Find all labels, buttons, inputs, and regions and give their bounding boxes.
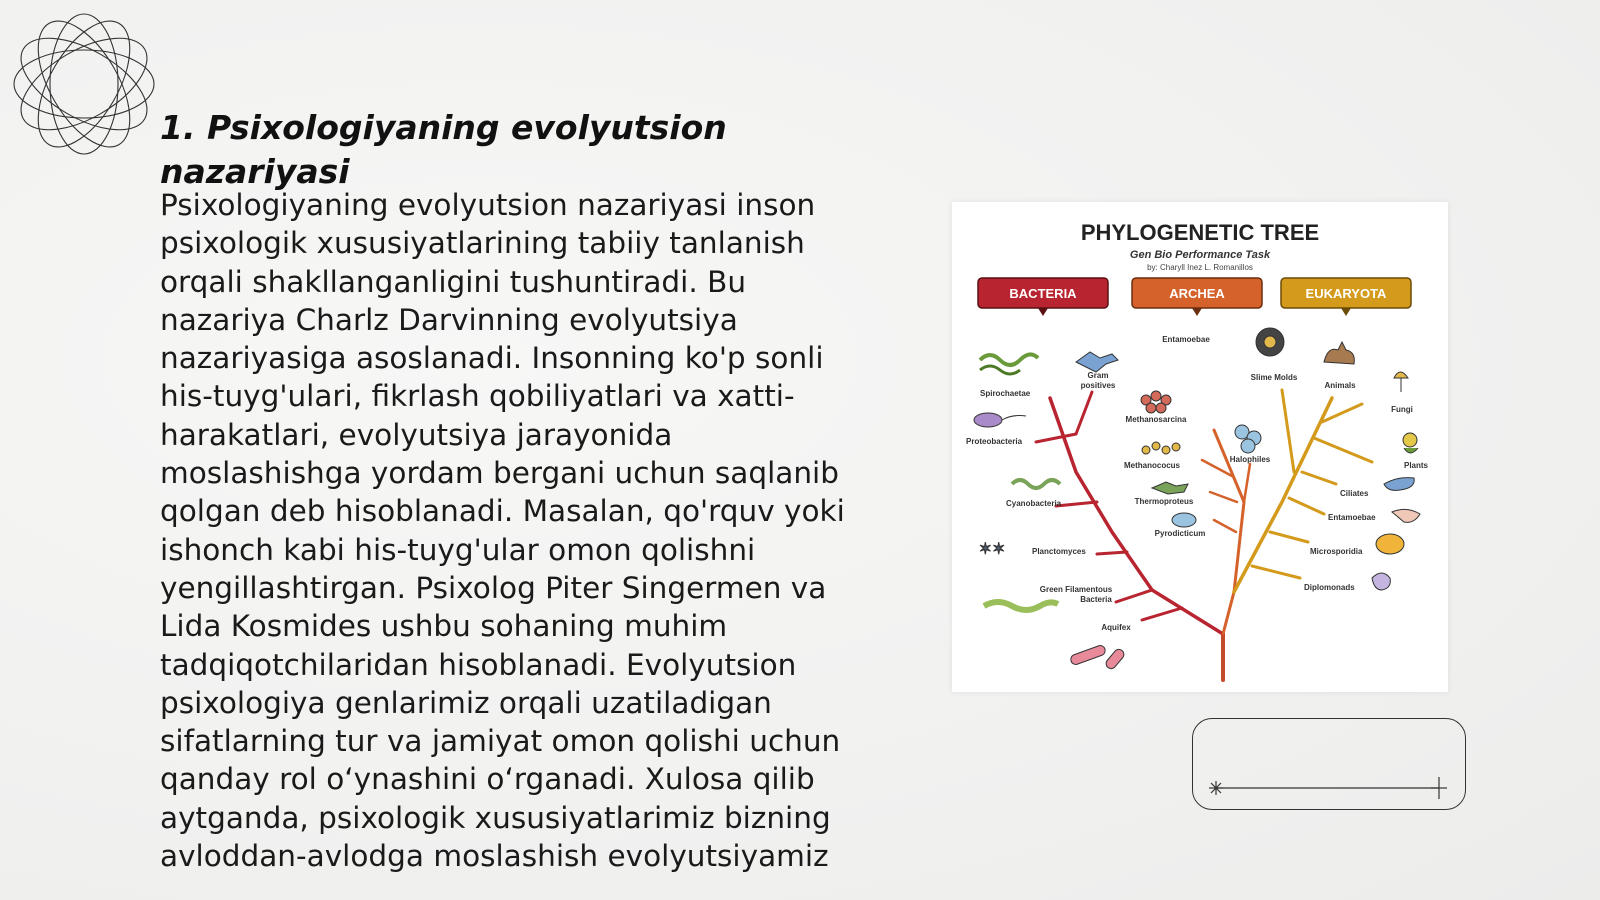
label-methanosarcina: Methanosarcina bbox=[1125, 415, 1187, 424]
label-methanococus: Methanococus bbox=[1123, 461, 1181, 470]
circle-ornament-icon bbox=[10, 10, 158, 158]
tree-title: PHYLOGENETIC TREE bbox=[1080, 220, 1320, 245]
phylogenetic-tree-image bbox=[952, 202, 1448, 692]
label-slime-molds: Slime Molds bbox=[1250, 373, 1298, 382]
timeline-decoration bbox=[1192, 718, 1466, 810]
label-diplomonads: Diplomonads bbox=[1304, 583, 1355, 592]
bacteria-label: BACTERIA bbox=[1009, 286, 1077, 301]
slide-body-text: Psixologiyaning evolyutsion nazariyasi inson psixologik xususiyatlarining tabiiy tanlanish orqali shakllanganligini tushuntiradi. Bu nazariya Charlz Darvinning evolyutsiya nazariyasiga asoslanadi. Insonning ko'p sonli his-tuyg'ulari, fikrlash qobiliyatlari va xatti-harakatlari, evolyutsiya jarayonida moslashishga yordam bergani uchun saqlanib qolgan deb hisoblanadi. Masalan, qo'rquv yoki ishonch kabi his-tuyg'ular omon qolishni yengillashtirgan. Psixolog Piter Singermen va Lida Kosmides ushbu sohaning muhim tadqiqotchilaridan hisoblanadi. Evolyutsion psixologiya genlarimiz orqali uzatiladigan sifatlarning tur va jamiyat omon qolishi uchun qanday rol o‘ynashini o‘rganadi. Xulosa qilib aytganda, psixologik xususiyatlarimiz bizning avloddan-avlodga moslashish evolyutsiyamiz bbox=[160, 188, 845, 874]
label-fungi: Fungi bbox=[1391, 405, 1413, 414]
eukaryota-banner bbox=[1281, 278, 1411, 316]
bacteria-banner bbox=[978, 278, 1108, 316]
label-entamoebae-top: Entamoebae bbox=[1162, 335, 1210, 344]
label-gram-positives-1: Gram bbox=[1087, 371, 1109, 380]
label-proteobacteria: Proteobacteria bbox=[966, 437, 1023, 446]
label-ciliates: Ciliates bbox=[1340, 489, 1369, 498]
label-pyrodicticum: Pyrodicticum bbox=[1154, 529, 1206, 538]
slide-title: 1. Psixologiyaning evolyutsion nazariyasi bbox=[160, 108, 727, 191]
label-thermoproteus: Thermoproteus bbox=[1134, 497, 1194, 506]
label-entamoebae: Entamoebae bbox=[1328, 513, 1376, 522]
label-animals: Animals bbox=[1324, 381, 1356, 390]
label-aquifex: Aquifex bbox=[1101, 623, 1131, 632]
label-cyanobacteria: Cyanobacteria bbox=[1006, 499, 1062, 508]
eukaryota-label: EUKARYOTA bbox=[1305, 286, 1387, 301]
label-planctomyces: Planctomyces bbox=[1032, 547, 1086, 556]
svg-text:✶✶: ✶✶ bbox=[978, 541, 1006, 558]
tree-author: by: Charyll Inez L. Romanillos bbox=[1147, 263, 1253, 272]
label-spirochaetae: Spirochaetae bbox=[980, 389, 1031, 398]
label-green-filamentous-2: Bacteria bbox=[1080, 595, 1112, 604]
archea-banner bbox=[1132, 278, 1262, 316]
label-halophiles: Halophiles bbox=[1229, 455, 1271, 464]
label-green-filamentous-1: Green Filamentous bbox=[1039, 585, 1113, 594]
archea-label: ARCHEA bbox=[1169, 286, 1225, 301]
label-plants: Plants bbox=[1403, 461, 1429, 470]
tree-subtitle: Gen Bio Performance Task bbox=[1129, 249, 1271, 261]
label-microsporidia: Microsporidia bbox=[1310, 547, 1363, 556]
sparkle-icon bbox=[1431, 777, 1447, 799]
label-gram-positives-2: positives bbox=[1080, 381, 1116, 390]
burst-icon bbox=[1209, 781, 1223, 795]
